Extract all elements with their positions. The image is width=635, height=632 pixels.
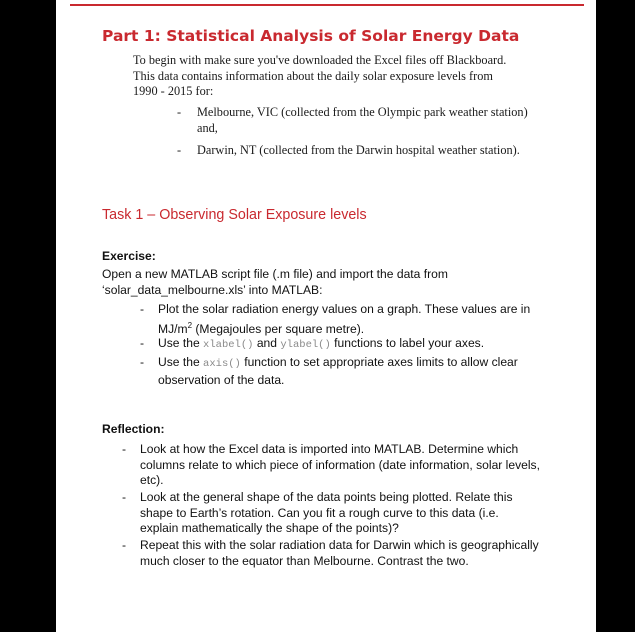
bullet-dash: - xyxy=(140,355,145,369)
bullet-dash: - xyxy=(177,105,182,119)
reflection-label: Reflection: xyxy=(102,422,165,436)
location-item-darwin xyxy=(177,143,537,159)
reflection-item xyxy=(122,490,540,537)
section-heading: Part 1: Statistical Analysis of Solar Energy Data xyxy=(102,27,520,45)
code-xlabel: xlabel() xyxy=(203,339,254,351)
header-rule xyxy=(70,4,584,6)
exercise-item-plot xyxy=(140,302,538,337)
location-item-melbourne xyxy=(177,105,537,136)
exercise-item-text: Use the xyxy=(158,355,204,369)
code-ylabel: ylabel() xyxy=(280,339,331,351)
superscript: 2 xyxy=(187,320,193,330)
reflection-item xyxy=(122,538,540,569)
bullet-dash: - xyxy=(122,538,127,552)
exercise-item-text: and xyxy=(253,336,281,350)
exercise-item-text: function to set appropriate axes limits to allow clear observation of the data. xyxy=(158,355,518,387)
exercise-item-text: (Megajoules per square metre). xyxy=(192,321,365,336)
exercise-item-text: functions to label your axes. xyxy=(330,336,485,350)
task-heading: Task 1 – Observing Solar Exposure levels xyxy=(102,207,367,223)
location-text: Darwin, NT (collected from the Darwin hospital weather station). xyxy=(197,143,520,157)
exercise-item-labels xyxy=(140,336,538,354)
exercise-label: Exercise: xyxy=(102,249,156,263)
bullet-dash: - xyxy=(140,336,145,350)
bullet-dash: - xyxy=(122,442,127,456)
bullet-dash: - xyxy=(122,490,127,504)
bullet-dash: - xyxy=(140,302,145,316)
exercise-intro: Open a new MATLAB script file (.m file) and import the data from ‘solar_data_melbourne.xls’ into MATLAB: xyxy=(102,267,448,297)
reflection-item-text: Repeat this with the solar radiation data for Darwin which is geographically much closer to the equator than Melbourne. Contrast the two. xyxy=(140,538,539,568)
document-page xyxy=(56,0,596,632)
reflection-item xyxy=(122,442,540,489)
intro-paragraph: To begin with make sure you've downloaded the Excel files off Blackboard. This data contains information about the daily solar exposure levels from 1990 - 2015 for: xyxy=(133,53,507,98)
reflection-item-text: Look at how the Excel data is imported into MATLAB. Determine which columns relate to which piece of information (date information, solar levels, etc). xyxy=(140,442,540,487)
code-axis: axis() xyxy=(203,358,241,370)
bullet-dash: - xyxy=(177,143,182,157)
reflection-item-text: Look at the general shape of the data points being plotted. Relate this shape to Earth’s rotation. Can you fit a rough curve to this data (i.e. explain mathematically the shape of the points)? xyxy=(140,490,513,535)
location-text: Melbourne, VIC (collected from the Olympic park weather station) and, xyxy=(197,105,528,135)
exercise-item-text: Plot the solar radiation energy values on a graph. These values are in MJ/m xyxy=(158,302,531,336)
exercise-item-text: Use the xyxy=(158,336,204,350)
exercise-item-axis xyxy=(140,355,528,388)
